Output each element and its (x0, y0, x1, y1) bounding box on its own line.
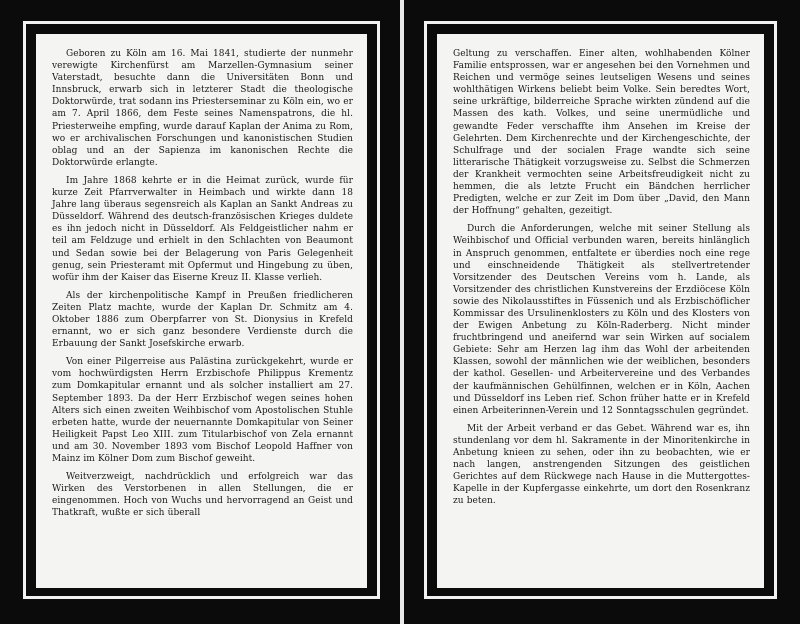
right-text-panel (437, 34, 764, 588)
right-paragraph-3: Mit der Arbeit verband er das Gebet. Während war es, ihn stundenlang vor dem hl. Sakramente in der Minoritenkirche in Anbetung knieen zu sehen, oder ihn zu beobachten, wie er nach langen, anstrengenden Sitzungen des geistlichen Gerichtes auf dem Rückwege nach Hause in die Muttergottes-Kapelle in der Kupfergasse einkehrte, um dort den Rosenkranz zu beten. (453, 423, 750, 507)
left-text-panel (36, 34, 367, 588)
right-paragraph-1: Geltung zu verschaffen. Einer alten, wohlhabenden Kölner Familie entsprossen, war er angesehen bei den Vornehmen und Reichen und vermöge seines leutseligen Wesens und seines wohlthätigen Wirkens beliebt beim Volke. Sein beredtes Wort, seine urkräftige, bilderreiche Sprache wirkten zündend auf die Massen des kath. Volkes, und seine unermüdliche und gewandte Feder verschaffte ihm Ansehen im Kreise der Gelehrten. Dem Kirchenrechte und der Kirchengeschichte, der Schulfrage und der socialen Frage wandte sich seine litterarische Thätigkeit vorzugsweise zu. Selbst die Schmerzen der Krankheit vermochten seine Arbeitsfreudigkeit nicht zu hemmen, die als letzte Frucht ein Bändchen herrlicher Predigten, welche er zur Zeit im Dom über „David, den Mann der Hoffnung“ gehalten, gezeitigt. (453, 49, 750, 217)
left-paragraph-5: Weitverzweigt, nachdrücklich und erfolgreich war das Wirken des Verstorbenen in allen Stellungen, die er eingenommen. Hoch von Wuchs und hervorragend an Geist und Thatkraft, wußte er sich überall (52, 472, 353, 519)
left-paragraph-4: Von einer Pilgerreise aus Palästina zurückgekehrt, wurde er vom hochwürdigsten Herrn Erzbischofe Philippus Krementz zum Domkapitular ernannt und als solcher installiert am 27. September 1893. Da der Herr Erzbischof wegen seines hohen Alters sich einen zweiten Weihbischof vom Apostolischen Stuhle erbeten hatte, wurde der neuernannte Domkapitular von Seiner Heiligkeit Papst Leo XIII. zum Titularbischof von Zela ernannt und am 30. November 1893 vom Bischof Leopold Haffner von Mainz im Kölner Dom zum Bischof geweiht. (52, 357, 353, 464)
left-paragraph-1: Geboren zu Köln am 16. Mai 1841, studierte der nunmehr verewigte Kirchenfürst am Marzellen-Gymnasium seiner Vaterstadt, besuchte dann die Universitäten Bonn und Innsbruck, erwarb sich in letzterer Stadt die theologische Doktorwürde, trat sodann ins Priesterseminar zu Köln ein, wo er am 7. April 1866, dem Feste seines Namenspatrons, die hl. Priesterweihe empfing, wurde darauf Kaplan der Anima zu Rom, wo er archivalischen Forschungen und kanonistischen Studien oblag und an der Sapienza im kanonischen Rechte die Doktorwürde erlangte. (52, 49, 353, 168)
left-paragraph-2: Im Jahre 1868 kehrte er in die Heimat zurück, wurde für kurze Zeit Pfarrverwalter in Heimbach und wirkte dann 18 Jahre lang überaus segensreich als Kaplan an Sankt Andreas zu Düsseldorf. Während des deutsch-französischen Krieges duldete es ihn jedoch nicht in Düsseldorf. Als Feldgeistlicher nahm er teil am Feldzuge und erhielt in den Schlachten von Beaumont und Sedan sowie bei der Belagerung von Paris Gelegenheit genug, sein Priesteramt mit Opfermut und Hingebung zu üben, wofür ihm der Kaiser das Eiserne Kreuz II. Klasse verlieh. (52, 175, 353, 283)
right-paragraph-2: Durch die Anforderungen, welche mit seiner Stellung als Weihbischof und Official verbunden waren, bereits hinlänglich in Anspruch genommen, entfaltete er überdies noch eine rege und einschneidende Thätigkeit als stellvertretender Vorsitzender des Deutschen Vereins vom h. Lande, als Vorsitzender des christlichen Kunstvereins der Erzdiöcese Köln sowie des Nikolausstiftes in Füssenich und als Erzbischöflicher Kommissar des Ursulinenklosters zu Köln und des Klosters von der Ewigen Anbetung zu Köln-Raderberg. Nicht minder fruchtbringend und aneifernd war sein Wirken auf socialem Gebiete: Sehr am Herzen lag ihm das Wohl der arbeitenden Klassen, sowohl der männlichen wie der weiblichen, besonders der kathol. Gesellen- und Arbeitervereine und des Verbandes der kaufmännischen Gehülfinnen, welchen er in Köln, Aachen und Düsseldorf ins Leben rief. Schon früher hatte er in Krefeld einen Arbeiterinnen-Verein und 12 Sonntagsschulen gegründet. (453, 224, 750, 416)
left-paragraph-3: Als der kirchenpolitische Kampf in Preußen friedlicheren Zeiten Platz machte, wurde der Kaplan Dr. Schmitz am 4. Oktober 1886 zum Oberpfarrer von St. Dionysius in Krefeld ernannt, wo er sich ganz besondere Verdienste durch die Erbauung der Sankt Josefskirche erwarb. (52, 290, 353, 350)
right-page (404, 0, 800, 624)
